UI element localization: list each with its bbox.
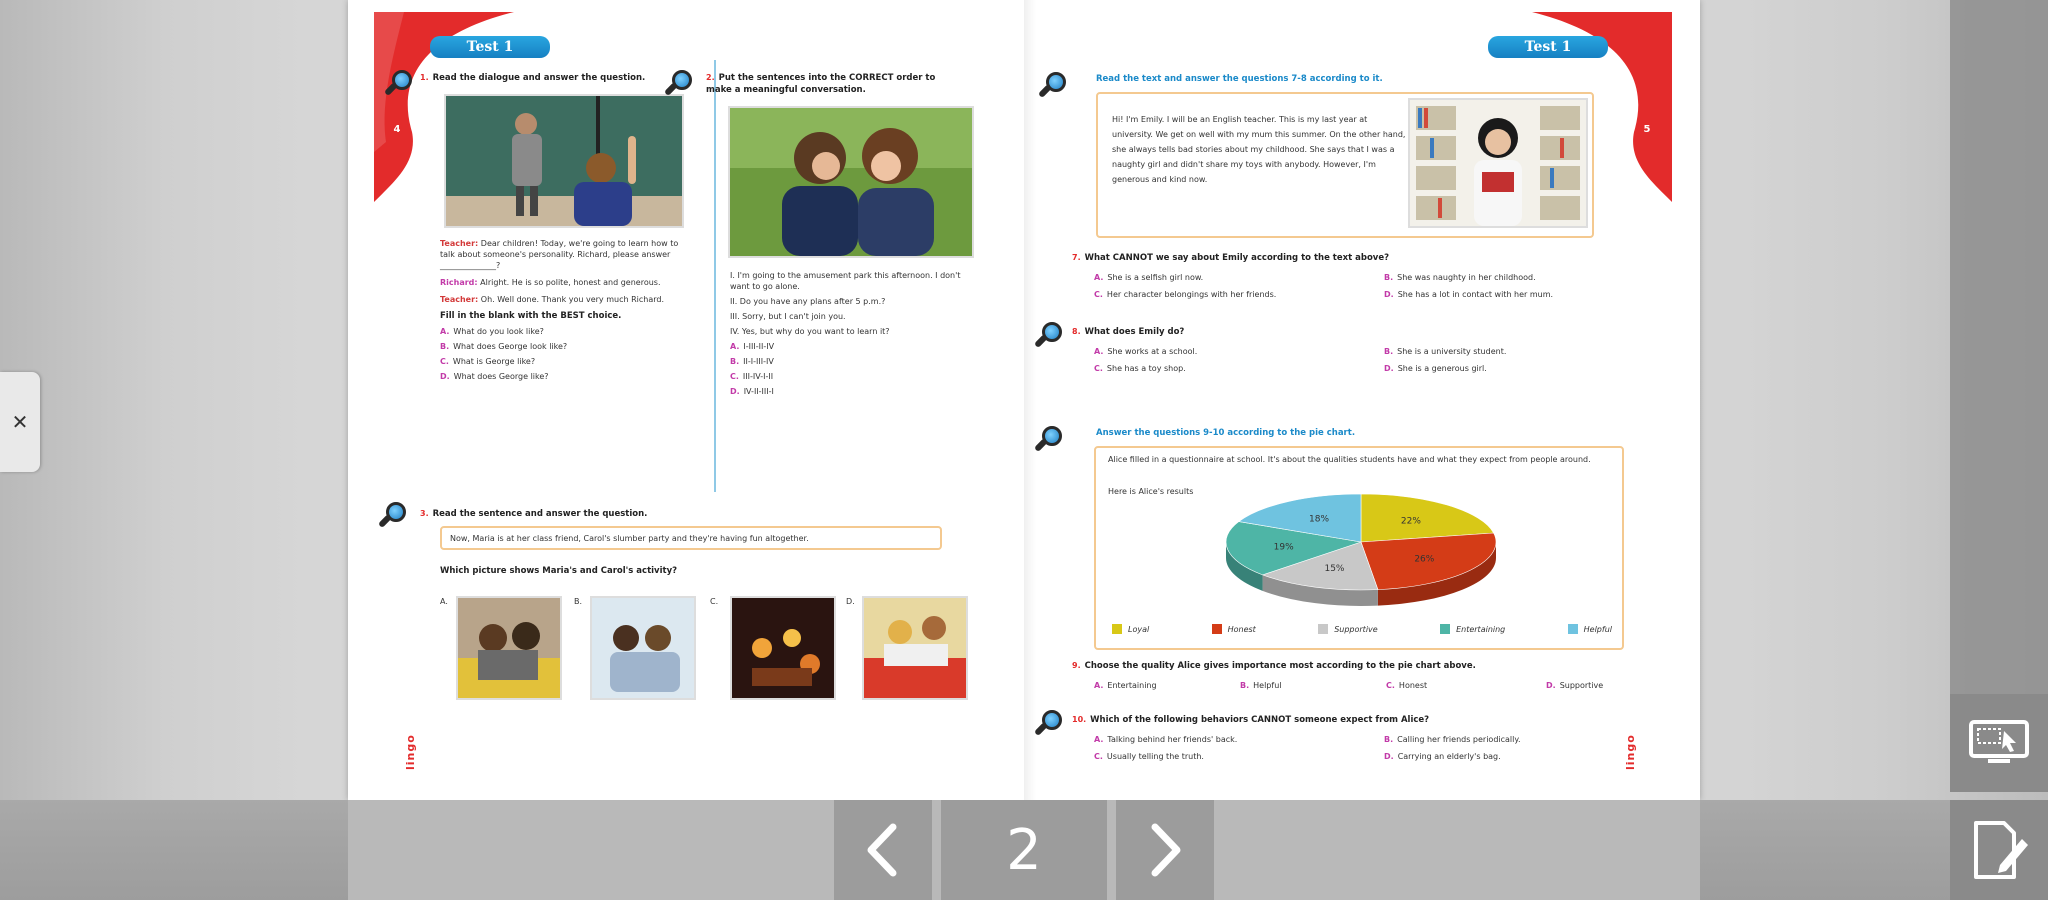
pie-label-entertaining: 19% — [1273, 542, 1294, 553]
option-c[interactable]: C. What is George like? — [440, 357, 536, 366]
legend-item-helpful — [1568, 624, 1612, 634]
reading-instructions: Read the text and answer the questions 7-8 according to it. — [1096, 74, 1383, 84]
side-panel-handle[interactable] — [0, 372, 40, 472]
legend-item-entertaining — [1440, 624, 1505, 634]
option-b[interactable]: B. What does George look like? — [440, 342, 568, 351]
question-2-title: 2. Put the sentences into the CORRECT order to make a meaningful conversation. — [706, 73, 936, 95]
option-b[interactable]: B. Helpful — [1240, 681, 1282, 690]
question-7: 7. What CANNOT we say about Emily according to the text above? A. She is a selfish girl now. B. She was naughty in her childhood. C. Her character belongings with her friends. D. She has a lot in contact with her mum. — [1072, 252, 1592, 300]
column-divider — [714, 60, 716, 492]
publisher-logo: lingo — [1624, 734, 1637, 770]
notes-tool-button[interactable] — [1950, 800, 2048, 900]
book-spine-shadow — [1024, 0, 1036, 800]
test-tab-right: Test 1 — [1488, 36, 1608, 58]
chart-intro: Alice filled in a questionnaire at school. It's about the qualities students have and what they expect from people around. — [1108, 455, 1591, 464]
screen-tool-button[interactable] — [1950, 694, 2048, 792]
question-9: 9. Choose the quality Alice gives importance most according to the pie chart above. A. Entertaining B. Helpful C. Honest D. Supportive — [1072, 661, 1604, 690]
chevron-left-icon — [863, 823, 903, 877]
option-a[interactable]: A. She works at a school. — [1094, 347, 1198, 356]
magnifier-icon[interactable] — [1034, 710, 1064, 740]
edit-note-icon — [1970, 819, 2028, 881]
magnifier-icon[interactable] — [378, 502, 408, 532]
chart-instructions: Answer the questions 9-10 according to the pie chart. — [1096, 428, 1356, 438]
legend-swatch — [1568, 624, 1578, 634]
legend-item-supportive — [1318, 624, 1378, 634]
option-d[interactable]: D. She has a lot in contact with her mum. — [1384, 290, 1554, 299]
legend-swatch — [1440, 624, 1450, 634]
reading-box — [1096, 92, 1594, 238]
legend-swatch — [1112, 624, 1122, 634]
screen-select-icon — [1968, 719, 2030, 767]
magnifier-icon[interactable] — [1034, 426, 1064, 456]
option-d[interactable]: D. Carrying an elderly's bag. — [1384, 752, 1501, 761]
question-10: 10. Which of the following behaviors CANNOT someone expect from Alice? A. Talking behind her friends' back. B. Calling her friends periodically. C. Usually telling the truth. D. Carrying an elderly's bag. — [1072, 714, 1612, 762]
legend-swatch — [1318, 624, 1328, 634]
publisher-logo: lingo — [404, 734, 417, 770]
legend-label: Helpful — [1583, 624, 1612, 634]
option-a[interactable]: A. Entertaining — [1094, 681, 1157, 690]
question-8: 8. What does Emily do? A. She works at a school. B. She is a university student. C. She has a toy shop. D. She is a generous girl. — [1072, 326, 1592, 374]
conversation-lines: I. I'm going to the amusement park this afternoon. I don't want to go alone. II. Do you have any plans after 5 p.m.? III. Sorry, but I can't join you. IV. Yes, but why do you want to learn it? A. I-III-II-IV B. II-I-III-IV C. III-IV-I-II D. IV-II-III-I — [730, 266, 980, 401]
option-d-photo[interactable] — [862, 596, 968, 700]
magnifier-icon[interactable] — [664, 70, 694, 100]
page-number-right: 5 — [1643, 124, 1651, 135]
option-d[interactable]: D. IV-II-III-I — [730, 387, 774, 396]
magnifier-icon[interactable] — [1034, 322, 1064, 352]
option-b[interactable]: B. Calling her friends periodically. — [1384, 735, 1521, 744]
option-c[interactable]: C. She has a toy shop. — [1094, 364, 1186, 373]
pie-chart — [1216, 490, 1506, 610]
pie-chart-box — [1094, 446, 1624, 650]
option-c[interactable]: C. Usually telling the truth. — [1094, 752, 1204, 761]
legend-label: Honest — [1227, 624, 1256, 634]
option-a-letter: A. — [440, 597, 448, 606]
option-d-letter: D. — [846, 597, 855, 606]
legend-label: Loyal — [1128, 624, 1150, 634]
option-d[interactable]: D. Supportive — [1546, 681, 1604, 690]
page-number-left: 4 — [393, 124, 401, 135]
magnifier-icon[interactable] — [1038, 72, 1068, 102]
legend-swatch — [1212, 624, 1222, 634]
sentence-box: Now, Maria is at her class friend, Carol's slumber party and they're having fun altogether. — [440, 526, 942, 550]
previous-page-button[interactable] — [834, 800, 932, 900]
page-indicator[interactable]: 2 — [941, 800, 1107, 900]
reading-text: Hi! I'm Emily. I will be an English teacher. This is my last year at university. We get on well with my mum this summer. On the other hand, she always tells bad stories about my childhood. She says that I was a naughty girl and didn't share my toys with anybody. However, I'm generous and kind now. — [1112, 115, 1406, 184]
pie-label-loyal: 22% — [1400, 516, 1421, 527]
next-page-button[interactable] — [1116, 800, 1214, 900]
question-1-title: 1. Read the dialogue and answer the question. — [420, 73, 646, 83]
option-a[interactable]: A. Talking behind her friends' back. — [1094, 735, 1238, 744]
test-tab-left: Test 1 — [430, 36, 550, 58]
option-c[interactable]: C. Her character belongings with her friends. — [1094, 290, 1277, 299]
legend-label: Supportive — [1334, 624, 1378, 634]
pie-label-honest: 26% — [1414, 554, 1435, 565]
question-3-title: 3. Read the sentence and answer the question. — [420, 509, 648, 519]
teacher-photo — [1408, 98, 1588, 228]
legend-label: Entertaining — [1456, 624, 1506, 634]
dialogue: Teacher: Dear children! Today, we're going to learn how to talk about someone's personality. Richard, please answer ______________? Richard: Alright. He is so polite, honest and generous. Teacher: Oh. Well done. Thank you very much Richard. Fill in the blank with the BEST choice. A. What do you look like? B. What does George look like? C. What is George like? D. What does George like? — [440, 238, 690, 386]
option-a-photo[interactable] — [456, 596, 562, 700]
option-c-photo[interactable] — [730, 596, 836, 700]
option-b[interactable]: B. II-I-III-IV — [730, 357, 774, 366]
pie-label-supportive: 15% — [1324, 564, 1345, 575]
option-c-letter: C. — [710, 597, 719, 606]
chart-subtitle: Here is Alice's results — [1108, 487, 1194, 496]
option-a[interactable]: A. She is a selfish girl now. — [1094, 273, 1204, 282]
option-b-photo[interactable] — [590, 596, 696, 700]
option-d[interactable]: D. What does George like? — [440, 372, 549, 381]
option-c[interactable]: C. III-IV-I-II — [730, 372, 774, 381]
question-3-prompt: Which picture shows Maria's and Carol's activity? — [440, 566, 678, 576]
option-b[interactable]: B. She is a university student. — [1384, 347, 1507, 356]
option-a[interactable]: A. What do you look like? — [440, 327, 544, 336]
pie-label-helpful: 18% — [1309, 514, 1330, 525]
close-icon: ✕ — [11, 410, 29, 434]
girls-talking-photo — [728, 106, 974, 258]
legend-item-honest — [1212, 624, 1256, 634]
chevron-right-icon — [1145, 823, 1185, 877]
book-spread — [348, 0, 1700, 800]
magnifier-icon[interactable] — [384, 70, 414, 100]
option-a[interactable]: A. I-III-II-IV — [730, 342, 775, 351]
chart-legend — [1112, 624, 1612, 634]
option-b[interactable]: B. She was naughty in her childhood. — [1384, 273, 1536, 282]
classroom-photo — [444, 94, 684, 228]
option-b-letter: B. — [574, 597, 583, 606]
option-d[interactable]: D. She is a generous girl. — [1384, 364, 1487, 373]
legend-item-loyal — [1112, 624, 1149, 634]
option-c[interactable]: C. Honest — [1386, 681, 1428, 690]
right-rail — [1950, 0, 2048, 694]
